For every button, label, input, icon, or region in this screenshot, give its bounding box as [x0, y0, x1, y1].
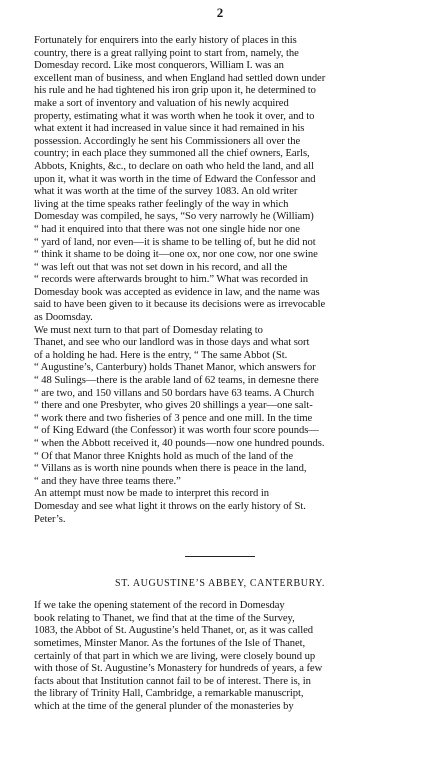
text-line: with those of St. Augustine’s Monastery for hundreds of years, a few [34, 663, 323, 675]
document-page [16, 0, 424, 768]
text-line: of a holding he had. Here is the entry, “ The same Abbot (St. [34, 349, 288, 361]
text-line: “ had it enquired into that there was not one single hide nor one [34, 223, 300, 235]
text-line: Abbots, Knights, &c., to declare on oath who held the land, and all [34, 160, 314, 172]
text-line: facts about that Institution cannot fail to be of interest. There is, in [34, 675, 311, 687]
text-line: “ of King Edward (the Confessor) it was worth four score pounds— [34, 425, 319, 437]
text-line: book relating to Thanet, we find that at the time of the Survey, [34, 612, 295, 624]
text-line: If we take the opening statement of the record in Domesday [34, 600, 285, 612]
text-line: upon it, what it was worth in the time of Edward the Confessor and [34, 173, 316, 185]
text-line: “ Of that Manor three Knights hold as much of the land of the [34, 450, 294, 462]
text-line: “ there and one Presbyter, who gives 20 shillings a year—one salt- [34, 400, 313, 412]
text-line: what extent it had increased in value since it had remained in his [34, 123, 305, 135]
text-line: Thanet, and see who our landlord was in those days and what sort [34, 337, 310, 349]
text-line: Domesday book was accepted as evidence in law, and the name was [34, 286, 320, 298]
section-heading: ST. AUGUSTINE’S ABBEY, CANTERBURY. [115, 578, 325, 590]
text-line: the library of Trinity Hall, Cambridge, a remarkable manuscript, [34, 688, 304, 700]
text-line: “ records were afterwards brought to him.” What was recorded in [34, 274, 309, 286]
body-paragraph-interpretation [16, 488, 424, 526]
text-line: Domesday was compiled, he says, “So very narrowly he (William) [34, 211, 314, 223]
text-line: possession. Accordingly he sent his Commissioners all over the [34, 135, 301, 147]
text-line: “ Augustine’s, Canterbury) holds Thanet Manor, which answers for [34, 362, 316, 374]
text-line: “ 48 Sulings—there is the arable land of 62 teams, in demesne there [34, 375, 319, 387]
text-line: excellent man of business, and when England had settled down under [34, 72, 326, 84]
text-line: make a sort of inventory and valuation of his newly acquired [34, 97, 289, 109]
text-line: his rule and he had tightened his iron grip upon it, he determined to [34, 85, 316, 97]
text-line: “ are two, and 150 villans and 50 bordars have 63 teams. A Church [34, 387, 315, 399]
text-line: We must next turn to that part of Domesday relating to [34, 324, 263, 336]
text-line: An attempt must now be made to interpret this record in [34, 488, 269, 500]
text-line: property, estimating what it was worth when he took it over, and to [34, 110, 315, 122]
text-line: “ Villans as is worth nine pounds when there is peace in the land, [34, 463, 307, 475]
text-line: “ work there and two fisheries of 3 pence and one mill. In the time [34, 412, 313, 424]
text-line: said to have been given to it because its decisions were as irrevocable [34, 299, 326, 311]
text-line: what it was worth at the time of the survey 1083. An old writer [34, 186, 298, 198]
text-line: Domesday record. Like most conquerors, William I. was an [34, 60, 284, 72]
text-line: Peter’s. [34, 513, 66, 525]
section-divider-rule [185, 556, 255, 557]
page-number: 2 [216, 5, 224, 20]
text-line: “ yard of land, nor even—it is shame to be telling of, but he did not [34, 236, 316, 248]
text-line: Domesday and see what light it throws on the early history of St. [34, 500, 306, 512]
text-line: 1083, the Abbot of St. Augustine’s held Thanet, or, as it was called [34, 625, 314, 637]
body-paragraph-domesday-intro [16, 35, 424, 325]
text-line: living at the time speaks rather feelingly of the way in which [34, 198, 289, 210]
text-line: sometimes, Minster Manor. As the fortunes of the Isle of Thanet, [34, 637, 306, 649]
text-line: certainly of that part in which we are living, were closely bound up [34, 650, 316, 662]
text-line: as Doomsday. [34, 312, 93, 324]
text-line: “ and they have three teams there.” [34, 475, 181, 487]
text-line: country, there is a great rallying point to start from, namely, the [34, 47, 299, 59]
text-line: which at the time of the general plunder of the monasteries by [34, 700, 294, 712]
text-line: “ when the Abbott received it, 40 pounds—now one hundred pounds. [34, 438, 325, 449]
text-line: “ was left out that was not set down in his record, and all the [34, 261, 288, 273]
body-paragraph-st-augustines [16, 600, 424, 713]
text-line: country; in each place they summoned all the chief owners, Earls, [34, 148, 310, 160]
text-line: Fortunately for enquirers into the early history of places in this [34, 35, 297, 46]
body-paragraph-thanet-entry [16, 325, 424, 489]
text-line: “ think it shame to be doing it—one ox, nor one cow, nor one swine [34, 249, 318, 261]
